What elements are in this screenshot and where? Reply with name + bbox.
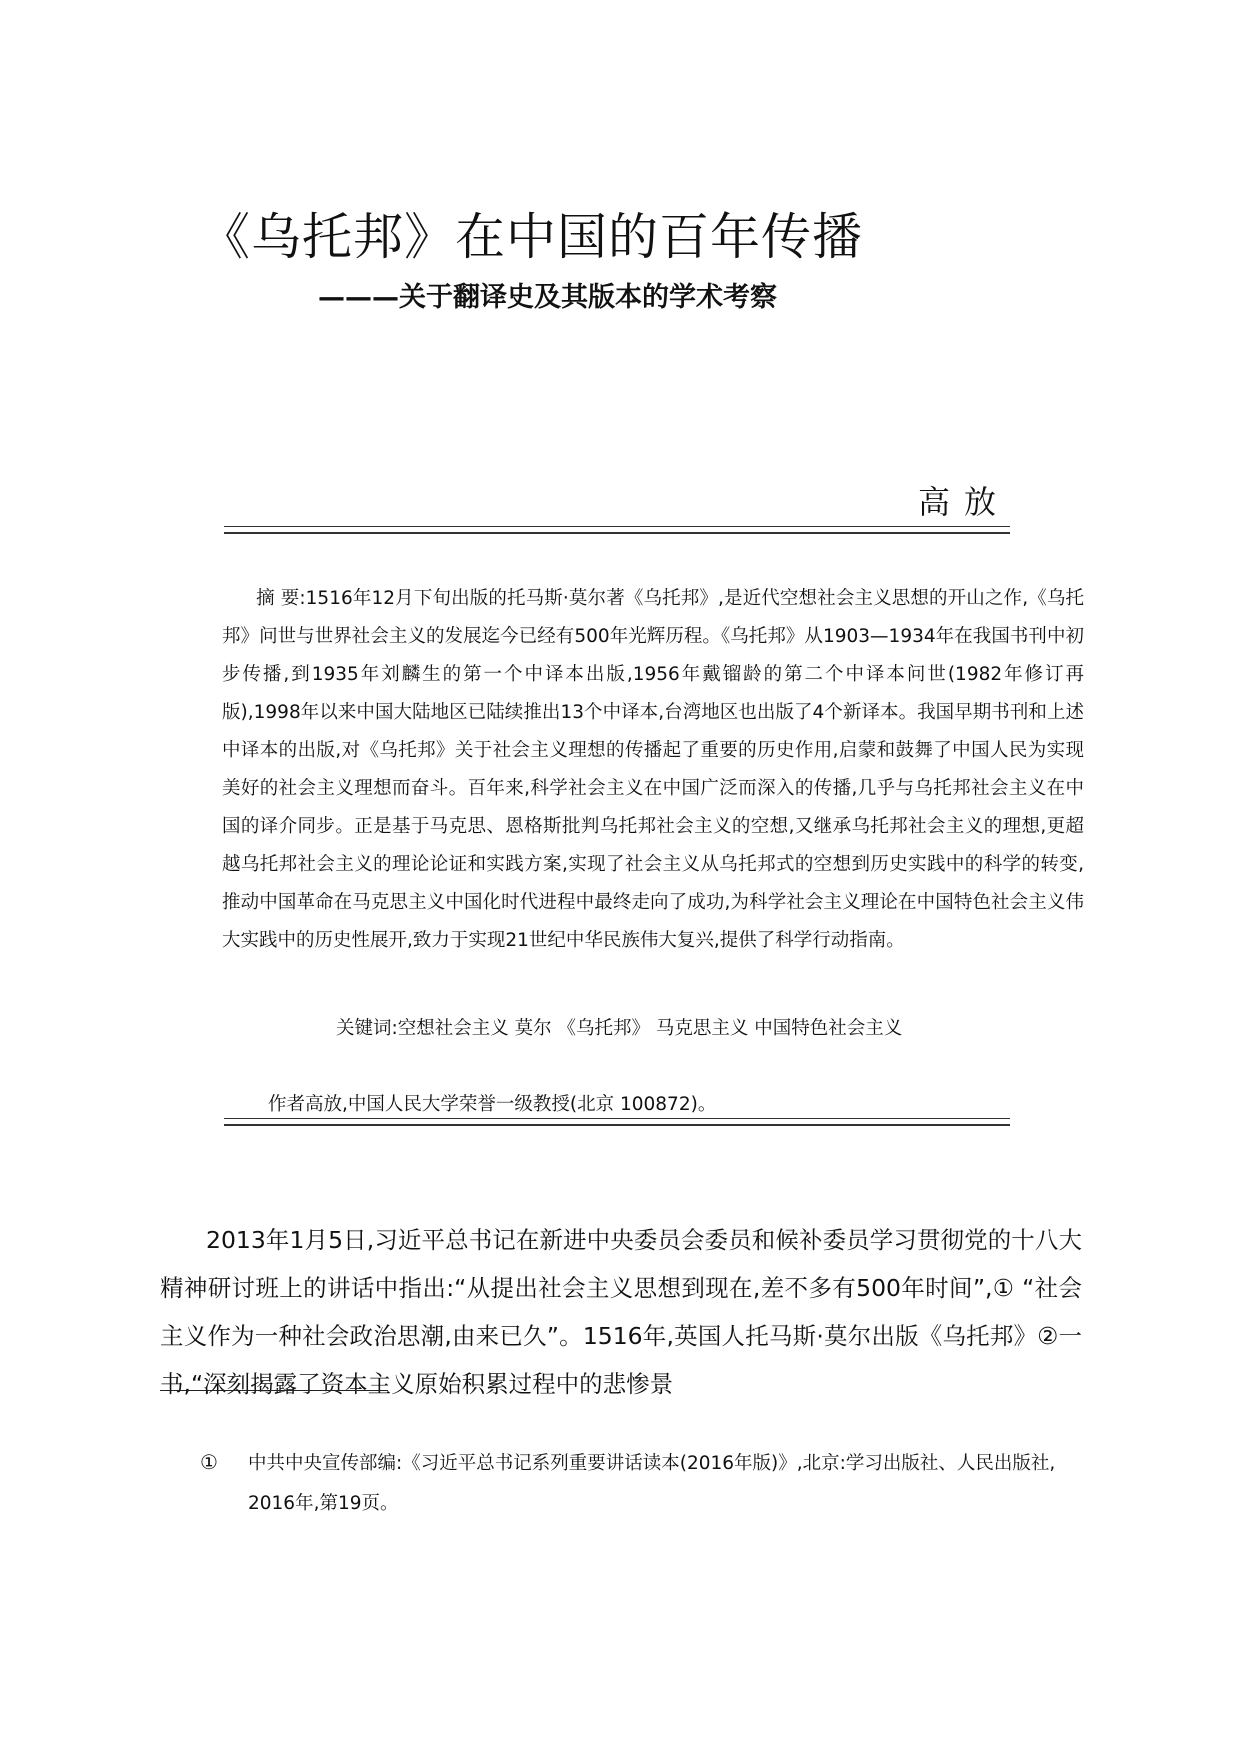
keywords: 关键词:空想社会主义 莫尔 《乌托邦》 马克思主义 中国特色社会主义: [336, 1018, 903, 1039]
page-title: 《乌托邦》在中国的百年传播: [200, 208, 863, 266]
abstract-divider: [224, 1118, 1010, 1126]
body-paragraph: [160, 1216, 1082, 1408]
footnote: [200, 1442, 1100, 1524]
footnote-text-line2: 2016年,第19页。: [248, 1493, 399, 1514]
abstract-label: 摘 要:: [256, 588, 306, 609]
header-divider: [224, 526, 1010, 534]
footnote-separator: [160, 1390, 388, 1391]
abstract: [222, 580, 1084, 960]
abstract-text: 1516年12月下旬出版的托马斯·莫尔著《乌托邦》,是近代空想社会主义思想的开山之作,《乌托邦》问世与世界社会主义的发展迄今已经有500年光辉历程。《乌托邦》从1903—1934年在我国书刊中初步传播,到1935年刘麟生的第一个中译本出版,1956年戴镏龄的第二个中译本问世(1982年修订再版),1998年以来中国大陆地区已陆续推出13个中译本,台湾地区也出版了4个新译本。我国早期书刊和上述中译本的出版,对《乌托邦》关于社会主义理想的传播起了重要的历史作用,启蒙和鼓舞了中国人民为实现美好的社会主义理想而奋斗。百年来,科学社会主义在中国广泛而深入的传播,几乎与乌托邦社会主义在中国的译介同步。正是基于马克思、恩格斯批判乌托邦社会主义的空想,又继承乌托邦社会主义的理想,更超越乌托邦社会主义的理论论证和实践方案,实现了社会主义从乌托邦式的空想到历史实践中的科学的转变,推动中国革命在马克思主义中国化时代进程中最终走向了成功,为科学社会主义理论在中国特色社会主义伟大实践中的历史性展开,致力于实现21世纪中华民族伟大复兴,提供了科学行动指南。: [222, 588, 1084, 951]
footnote-text-line1: 中共中央宣传部编:《习近平总书记系列重要讲话读本(2016年版)》,北京:学习出版社、人民出版社,: [248, 1453, 1056, 1474]
author-name: 高放: [917, 483, 1010, 521]
author-affiliation: 作者高放,中国人民大学荣誉一级教授(北京 100872)。: [268, 1094, 717, 1115]
body-text: 2013年1月5日,习近平总书记在新进中央委员会委员和候补委员学习贯彻党的十八大精神研讨班上的讲话中指出:“从提出社会主义思想到现在,差不多有500年时间”,① “社会主义作为一种社会政治思潮,由来已久”。1516年,英国人托马斯·莫尔出版《乌托邦》②一书,“深刻揭露了资本主义原始积累过程中的悲惨景: [160, 1226, 1082, 1398]
footnote-marker: ①: [200, 1450, 218, 1474]
page-subtitle: ———关于翻译史及其版本的学术考察: [318, 282, 777, 313]
